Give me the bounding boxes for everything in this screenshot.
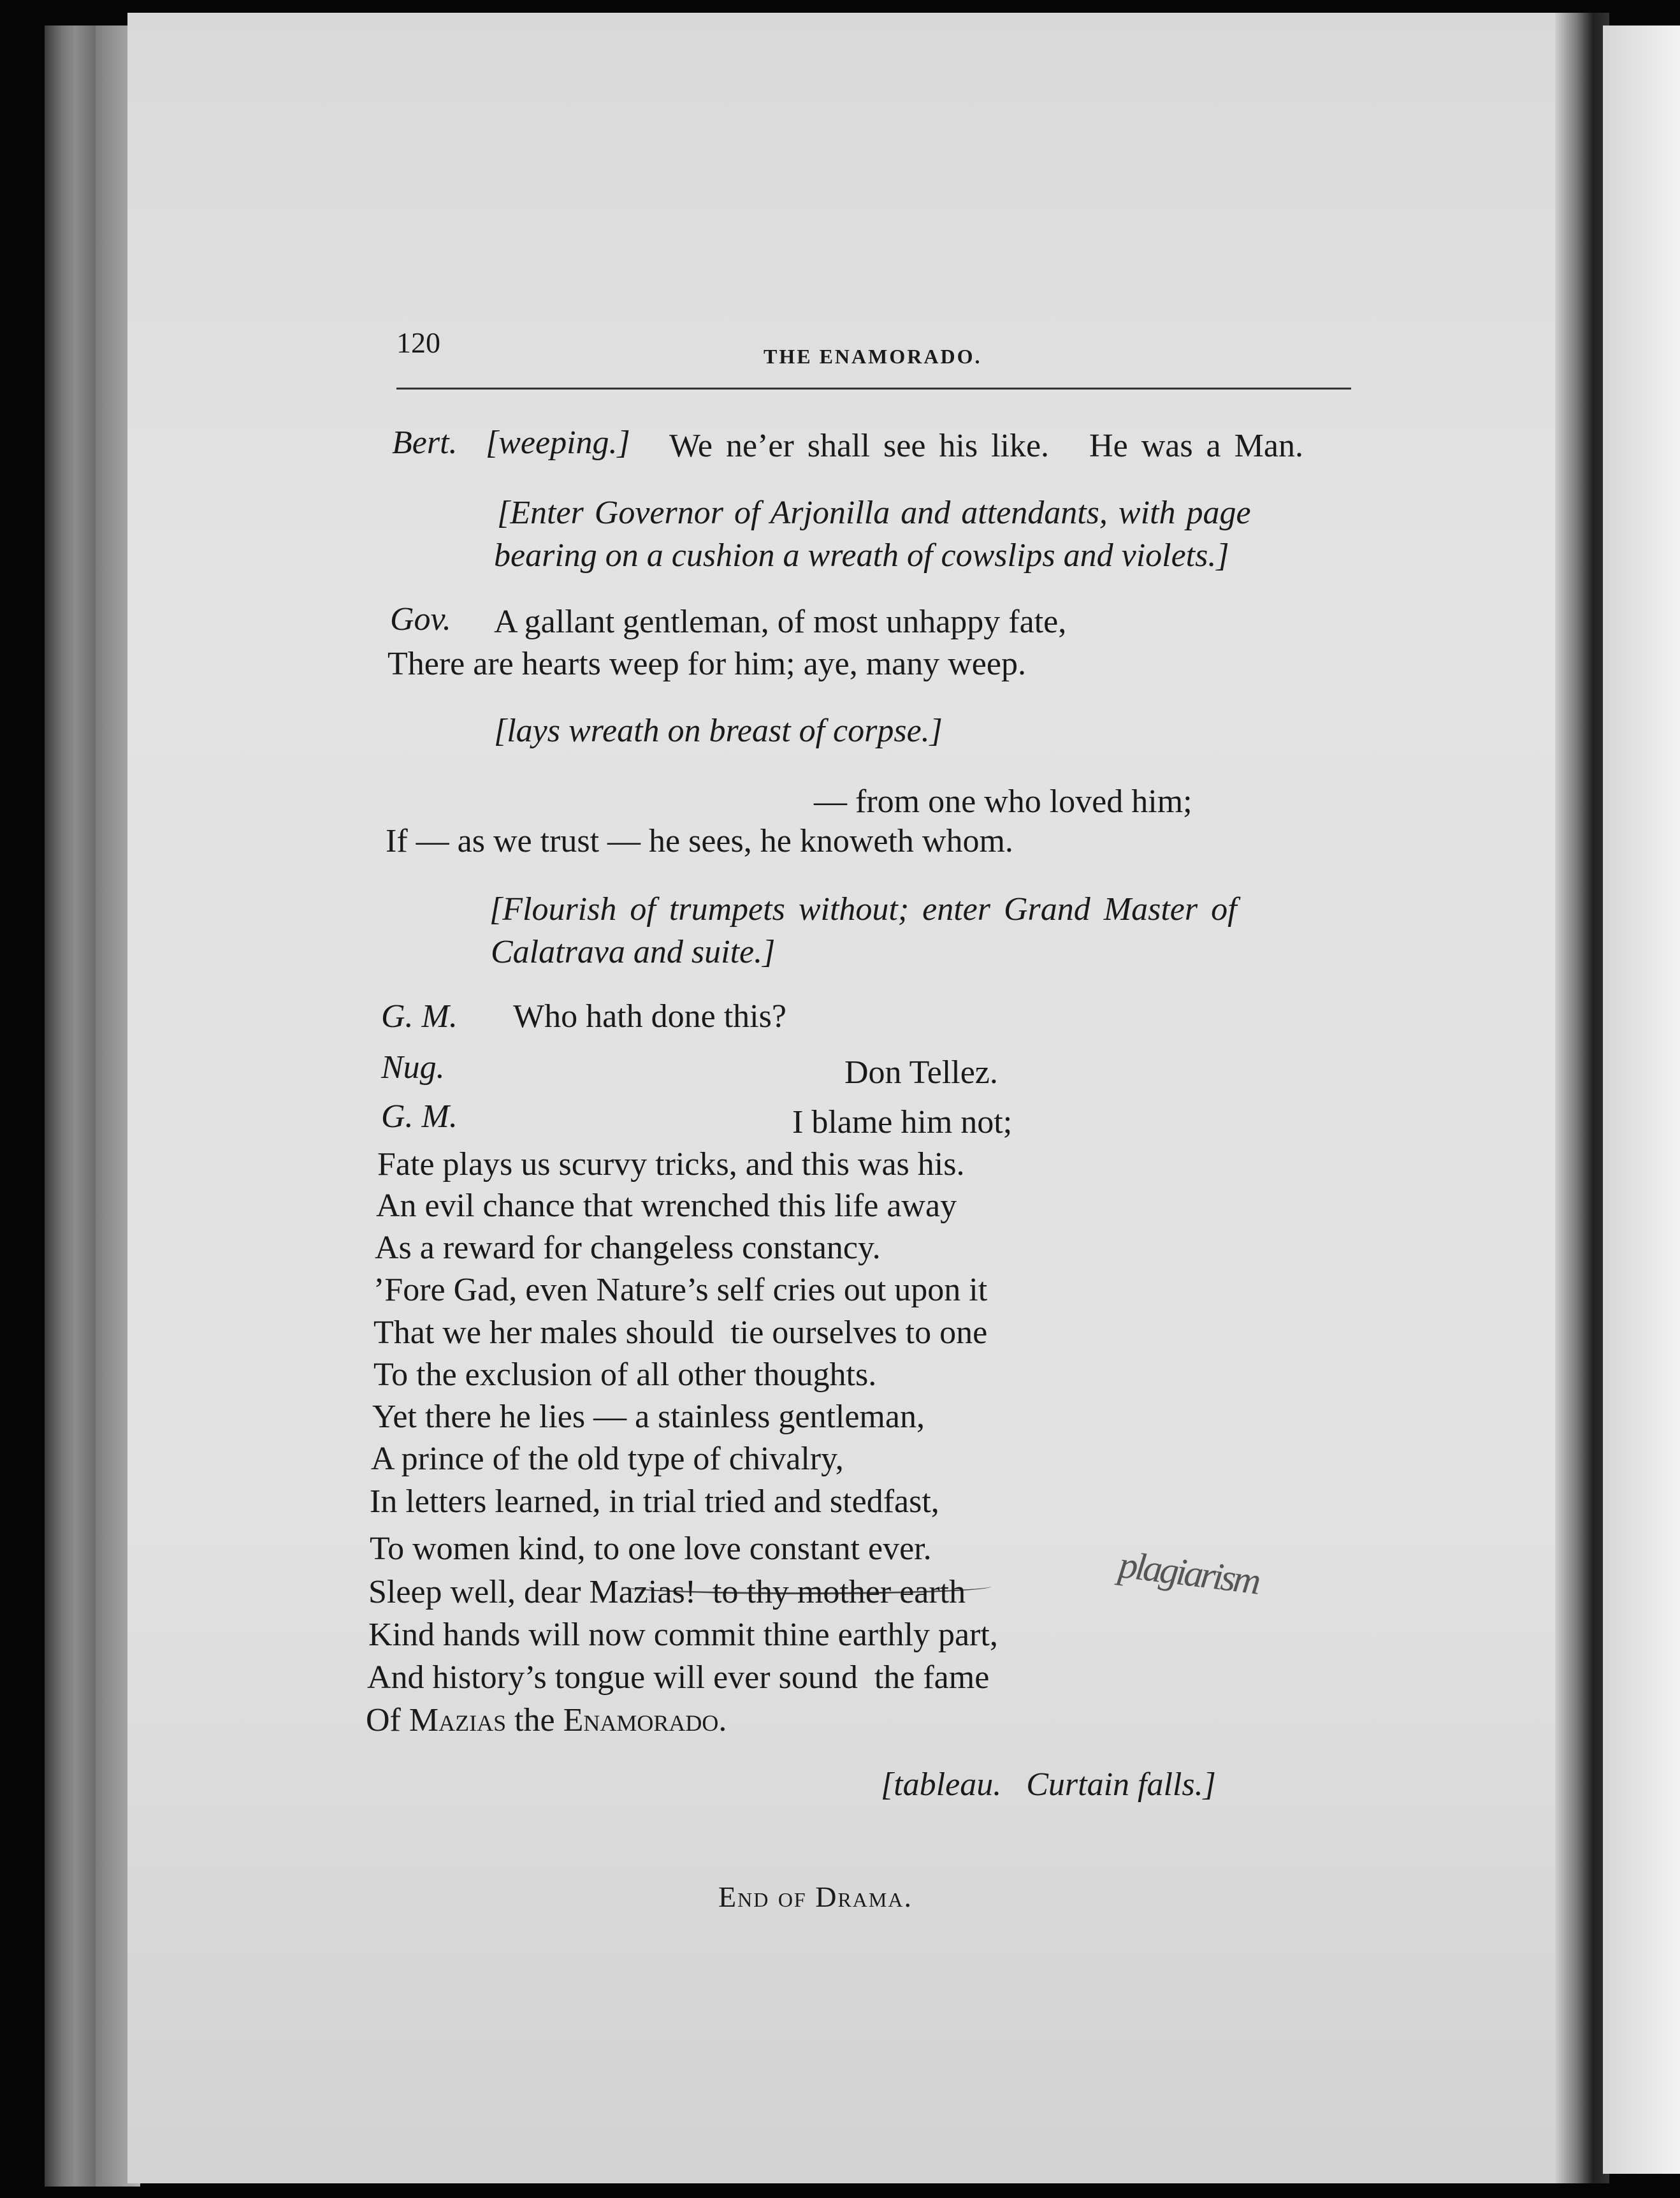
verse-line: That we her males should tie ourselves to one bbox=[373, 1314, 988, 1351]
verse-line: An evil chance that wrenched this life away bbox=[376, 1188, 957, 1224]
dialogue-line: We ne’er shall see his like. He was a Man. bbox=[669, 428, 1303, 464]
stage-direction: [Enter Governor of Arjonilla and attendants, with page bbox=[497, 495, 1251, 531]
dialogue-line: If — as we trust — he sees, he knoweth whom. bbox=[386, 823, 1013, 859]
dialogue-line: Don Tellez. bbox=[844, 1054, 998, 1091]
dialogue-line: Who hath done this? bbox=[513, 998, 786, 1035]
speaker-bert: Bert. bbox=[392, 425, 458, 461]
verse-line: Sleep well, dear Mazias! to thy mother earth bbox=[368, 1574, 966, 1610]
verse-line: In letters learned, in trial tried and stedfast, bbox=[370, 1483, 939, 1520]
stage-direction-final: [tableau. Curtain falls.] bbox=[881, 1766, 1216, 1803]
speaker-gm: G. M. bbox=[381, 998, 458, 1035]
verse-line: To the exclusion of all other thoughts. bbox=[373, 1357, 877, 1393]
stage-direction: Calatrava and suite.] bbox=[491, 934, 776, 970]
verse-line: To women kind, to one love constant ever. bbox=[370, 1531, 932, 1567]
verse-line: As a reward for changeless constancy. bbox=[375, 1230, 881, 1266]
stage-direction: [lays wreath on breast of corpse.] bbox=[494, 713, 943, 749]
verse-line-final bbox=[366, 1701, 727, 1740]
verse-line: A prince of the old type of chivalry, bbox=[371, 1441, 844, 1477]
dialogue-line: A gallant gentleman, of most unhappy fate, bbox=[494, 604, 1067, 640]
title-enamorado: Enamorado. bbox=[563, 1702, 727, 1738]
verse-line: Fate plays us scurvy tricks, and this was his. bbox=[377, 1146, 965, 1183]
verse-text: the bbox=[506, 1702, 563, 1738]
name-mazias: Mazias bbox=[409, 1702, 507, 1738]
page-number: 120 bbox=[396, 326, 440, 359]
speaker-nug: Nug. bbox=[381, 1049, 445, 1086]
verse-line: Yet there he lies — a stainless gentleman, bbox=[372, 1399, 925, 1435]
dialogue-line: — from one who loved him; bbox=[814, 783, 1192, 820]
verse-text: Of bbox=[366, 1702, 409, 1738]
dialogue-line: There are hearts weep for him; aye, many weep. bbox=[387, 646, 1026, 682]
speaker-gm: G. M. bbox=[381, 1098, 458, 1135]
stage-direction: bearing on a cushion a wreath of cowslips and violets.] bbox=[494, 537, 1229, 574]
speaker-gov: Gov. bbox=[390, 601, 451, 637]
dialogue-line: I blame him not; bbox=[792, 1104, 1013, 1140]
running-head: THE ENAMORADO. bbox=[764, 345, 982, 368]
handwritten-margin-note: plagiarism bbox=[1116, 1543, 1261, 1603]
verse-line: Kind hands will now commit thine earthly part, bbox=[368, 1617, 998, 1653]
verse-line: ’Fore Gad, even Nature’s self cries out upon it bbox=[373, 1272, 988, 1308]
stage-direction-weeping: [weeping.] bbox=[486, 425, 630, 461]
stage-direction: [Flourish of trumpets without; enter Grand Master of bbox=[489, 891, 1237, 928]
header-rule bbox=[396, 388, 1351, 389]
end-of-drama: End of Drama. bbox=[718, 1881, 913, 1913]
verse-line: And history’s tongue will ever sound the fame bbox=[367, 1659, 990, 1696]
